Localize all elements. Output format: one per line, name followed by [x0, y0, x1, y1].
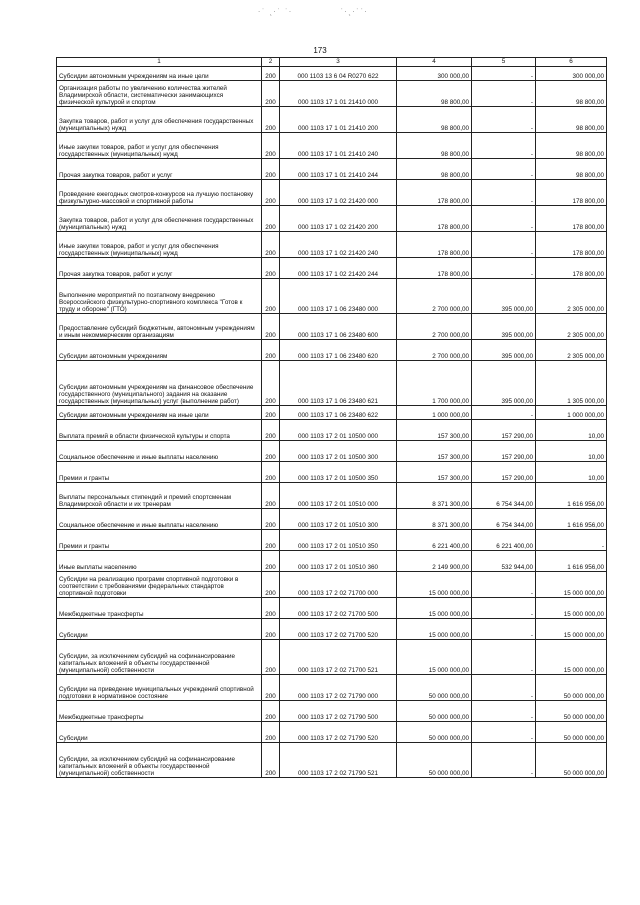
row-budget-code-cell: 000 1103 17 1 06 23480 620	[280, 340, 397, 361]
row-unexecuted-cell: 178 800,00	[536, 232, 607, 258]
row-approved-cell: 2 149 900,00	[397, 551, 472, 572]
table-row	[57, 701, 607, 722]
row-line-code-cell: 200	[262, 340, 280, 361]
row-name-cell: Субсидии на приведение муниципальных учреждений спортивной подготовки в нормативное состояние	[57, 675, 262, 701]
row-unexecuted-cell: 10,00	[536, 441, 607, 462]
row-line-code-cell: 200	[262, 361, 280, 406]
row-approved-cell: 2 700 000,00	[397, 279, 472, 314]
row-budget-code-cell: 000 1103 17 1 02 21420 240	[280, 232, 397, 258]
table-row	[57, 675, 607, 701]
row-executed-cell: -	[472, 406, 536, 420]
row-executed-cell: -	[472, 572, 536, 598]
row-unexecuted-cell: 98 800,00	[536, 107, 607, 133]
row-unexecuted-cell: 1 616 956,00	[536, 509, 607, 530]
row-line-code-cell: 200	[262, 279, 280, 314]
row-name-cell: Субсидии	[57, 722, 262, 743]
table-row	[57, 483, 607, 509]
table-row	[57, 530, 607, 551]
row-unexecuted-cell: 1 616 956,00	[536, 551, 607, 572]
row-line-code-cell: 200	[262, 81, 280, 107]
row-budget-code-cell: 000 1103 17 1 06 23480 000	[280, 279, 397, 314]
row-approved-cell: 2 700 000,00	[397, 314, 472, 340]
row-line-code-cell: 200	[262, 530, 280, 551]
table-row	[57, 722, 607, 743]
row-line-code-cell: 200	[262, 462, 280, 483]
header-row	[57, 58, 607, 67]
row-name-cell: Прочая закупка товаров, работ и услуг	[57, 159, 262, 180]
row-executed-cell: -	[472, 206, 536, 232]
header-col-5: 5	[472, 58, 536, 67]
row-approved-cell: 98 800,00	[397, 107, 472, 133]
row-budget-code-cell: 000 1103 17 2 02 71790 521	[280, 743, 397, 778]
row-executed-cell: 395 000,00	[472, 314, 536, 340]
row-unexecuted-cell: 1 000 000,00	[536, 406, 607, 420]
row-name-cell: Прочая закупка товаров, работ и услуг	[57, 258, 262, 279]
row-budget-code-cell: 000 1103 17 2 02 71700 500	[280, 598, 397, 619]
row-executed-cell: -	[472, 598, 536, 619]
row-executed-cell: 395 000,00	[472, 361, 536, 406]
row-executed-cell: -	[472, 107, 536, 133]
table-row	[57, 133, 607, 159]
row-executed-cell: -	[472, 232, 536, 258]
row-budget-code-cell: 000 1103 17 2 01 10510 360	[280, 551, 397, 572]
row-budget-code-cell: 000 1103 17 2 01 10500 000	[280, 420, 397, 441]
row-unexecuted-cell: 178 800,00	[536, 180, 607, 206]
row-unexecuted-cell: 50 000 000,00	[536, 675, 607, 701]
row-approved-cell: 157 300,00	[397, 462, 472, 483]
row-line-code-cell: 200	[262, 133, 280, 159]
row-unexecuted-cell: 2 305 000,00	[536, 279, 607, 314]
table-row	[57, 598, 607, 619]
row-executed-cell: -	[472, 619, 536, 640]
table-row	[57, 551, 607, 572]
row-unexecuted-cell: 98 800,00	[536, 159, 607, 180]
table-row	[57, 619, 607, 640]
row-unexecuted-cell: 10,00	[536, 420, 607, 441]
row-approved-cell: 2 700 000,00	[397, 340, 472, 361]
row-budget-code-cell: 000 1103 17 2 01 10510 000	[280, 483, 397, 509]
row-budget-code-cell: 000 1103 17 1 01 21410 240	[280, 133, 397, 159]
row-line-code-cell: 200	[262, 441, 280, 462]
row-budget-code-cell: 000 1103 17 1 06 23480 600	[280, 314, 397, 340]
row-unexecuted-cell: 178 800,00	[536, 206, 607, 232]
row-approved-cell: 98 800,00	[397, 81, 472, 107]
row-name-cell: Субсидии автономным учреждениям	[57, 340, 262, 361]
table-row	[57, 462, 607, 483]
row-line-code-cell: 200	[262, 722, 280, 743]
row-name-cell: Субсидии на реализацию программ спортивной подготовки в соответствии с требованиями федеральных стандартов спортивной подготовки	[57, 572, 262, 598]
row-unexecuted-cell: 98 800,00	[536, 133, 607, 159]
row-budget-code-cell: 000 1103 17 2 01 10500 350	[280, 462, 397, 483]
row-line-code-cell: 200	[262, 314, 280, 340]
row-line-code-cell: 200	[262, 206, 280, 232]
row-approved-cell: 300 000,00	[397, 67, 472, 81]
table-row	[57, 340, 607, 361]
row-approved-cell: 15 000 000,00	[397, 598, 472, 619]
row-line-code-cell: 200	[262, 159, 280, 180]
row-executed-cell: 6 221 400,00	[472, 530, 536, 551]
row-name-cell: Социальное обеспечение и иные выплаты населению	[57, 509, 262, 530]
row-line-code-cell: 200	[262, 180, 280, 206]
row-approved-cell: 1 000 000,00	[397, 406, 472, 420]
row-executed-cell: -	[472, 722, 536, 743]
row-approved-cell: 50 000 000,00	[397, 743, 472, 778]
row-unexecuted-cell: 50 000 000,00	[536, 743, 607, 778]
row-unexecuted-cell: 98 800,00	[536, 81, 607, 107]
row-line-code-cell: 200	[262, 598, 280, 619]
budget-execution-table	[56, 57, 607, 778]
row-line-code-cell: 200	[262, 572, 280, 598]
table-row	[57, 406, 607, 420]
row-budget-code-cell: 000 1103 17 1 01 21410 200	[280, 107, 397, 133]
row-unexecuted-cell: 15 000 000,00	[536, 619, 607, 640]
row-line-code-cell: 200	[262, 743, 280, 778]
row-approved-cell: 178 800,00	[397, 232, 472, 258]
row-unexecuted-cell: 50 000 000,00	[536, 701, 607, 722]
table-body	[57, 67, 607, 778]
row-budget-code-cell: 000 1103 17 1 02 21420 000	[280, 180, 397, 206]
row-name-cell: Иные выплаты населению	[57, 551, 262, 572]
row-name-cell: Субсидии автономным учреждениям на иные цели	[57, 67, 262, 81]
row-approved-cell: 6 221 400,00	[397, 530, 472, 551]
row-name-cell: Премии и гранты	[57, 462, 262, 483]
row-name-cell: Субсидии, за исключением субсидий на софинансирование капитальных вложений в объекты государственной (муниципальной) собственности	[57, 743, 262, 778]
row-line-code-cell: 200	[262, 619, 280, 640]
table-row	[57, 67, 607, 81]
row-approved-cell: 8 371 300,00	[397, 509, 472, 530]
row-executed-cell: 6 754 344,00	[472, 509, 536, 530]
row-executed-cell: 532 944,00	[472, 551, 536, 572]
table-row	[57, 279, 607, 314]
row-approved-cell: 178 800,00	[397, 180, 472, 206]
header-col-2: 2	[262, 58, 280, 67]
row-executed-cell: -	[472, 180, 536, 206]
row-name-cell: Премии и гранты	[57, 530, 262, 551]
table-row	[57, 232, 607, 258]
row-name-cell: Выплата премий в области физической культуры и спорта	[57, 420, 262, 441]
scan-artifact-mark-right: ˙·˛·˙˙·	[340, 8, 368, 16]
row-budget-code-cell: 000 1103 17 2 01 10500 300	[280, 441, 397, 462]
row-approved-cell: 1 700 000,00	[397, 361, 472, 406]
row-line-code-cell: 200	[262, 483, 280, 509]
table-row	[57, 206, 607, 232]
row-unexecuted-cell: -	[536, 530, 607, 551]
row-budget-code-cell: 000 1103 17 2 02 71790 500	[280, 701, 397, 722]
table-row	[57, 572, 607, 598]
row-line-code-cell: 200	[262, 258, 280, 279]
row-executed-cell: -	[472, 675, 536, 701]
table-row	[57, 314, 607, 340]
row-executed-cell: -	[472, 67, 536, 81]
row-approved-cell: 50 000 000,00	[397, 701, 472, 722]
row-line-code-cell: 200	[262, 640, 280, 675]
row-executed-cell: 395 000,00	[472, 279, 536, 314]
row-unexecuted-cell: 15 000 000,00	[536, 598, 607, 619]
row-executed-cell: -	[472, 701, 536, 722]
row-executed-cell: 157 290,00	[472, 420, 536, 441]
row-line-code-cell: 200	[262, 406, 280, 420]
row-executed-cell: -	[472, 133, 536, 159]
row-budget-code-cell: 000 1103 17 2 02 71700 520	[280, 619, 397, 640]
row-budget-code-cell: 000 1103 17 2 01 10510 300	[280, 509, 397, 530]
row-approved-cell: 178 800,00	[397, 206, 472, 232]
row-line-code-cell: 200	[262, 509, 280, 530]
row-unexecuted-cell: 1 305 000,00	[536, 361, 607, 406]
row-approved-cell: 15 000 000,00	[397, 619, 472, 640]
table-row	[57, 159, 607, 180]
row-executed-cell: -	[472, 159, 536, 180]
table-row	[57, 509, 607, 530]
row-executed-cell: -	[472, 640, 536, 675]
row-line-code-cell: 200	[262, 420, 280, 441]
row-name-cell: Иные закупки товаров, работ и услуг для обеспечения государственных (муниципальных) нужд	[57, 232, 262, 258]
row-unexecuted-cell: 2 305 000,00	[536, 340, 607, 361]
row-line-code-cell: 200	[262, 67, 280, 81]
row-budget-code-cell: 000 1103 17 1 01 21410 244	[280, 159, 397, 180]
header-col-1: 1	[57, 58, 262, 67]
row-line-code-cell: 200	[262, 232, 280, 258]
table-row	[57, 180, 607, 206]
row-budget-code-cell: 000 1103 17 2 01 10510 350	[280, 530, 397, 551]
row-approved-cell: 178 800,00	[397, 258, 472, 279]
row-unexecuted-cell: 1 616 956,00	[536, 483, 607, 509]
row-name-cell: Предоставление субсидий бюджетным, автономным учреждениям и иным некоммерческим организациям	[57, 314, 262, 340]
row-name-cell: Социальное обеспечение и иные выплаты населению	[57, 441, 262, 462]
row-unexecuted-cell: 15 000 000,00	[536, 640, 607, 675]
row-name-cell: Закупка товаров, работ и услуг для обеспечения государственных (муниципальных) нужд	[57, 107, 262, 133]
row-unexecuted-cell: 15 000 000,00	[536, 572, 607, 598]
scan-artifact-mark: ·˙ ˛·˙ ˙·	[258, 8, 293, 16]
row-executed-cell: -	[472, 81, 536, 107]
page-number: 173	[313, 46, 327, 55]
table-row	[57, 107, 607, 133]
row-budget-code-cell: 000 1103 17 2 02 71700 000	[280, 572, 397, 598]
row-name-cell: Субсидии автономным учреждениям на финансовое обеспечение государственного (муниципального) задания на оказание государственных (муниципальных) услуг (выполнение работ)	[57, 361, 262, 406]
row-name-cell: Иные закупки товаров, работ и услуг для обеспечения государственных (муниципальных) нужд	[57, 133, 262, 159]
row-approved-cell: 98 800,00	[397, 159, 472, 180]
header-col-6: 6	[536, 58, 607, 67]
row-approved-cell: 50 000 000,00	[397, 722, 472, 743]
row-approved-cell: 15 000 000,00	[397, 572, 472, 598]
row-line-code-cell: 200	[262, 107, 280, 133]
table-row	[57, 420, 607, 441]
row-unexecuted-cell: 10,00	[536, 462, 607, 483]
row-name-cell: Закупка товаров, работ и услуг для обеспечения государственных (муниципальных) нужд	[57, 206, 262, 232]
row-budget-code-cell: 000 1103 17 1 02 21420 244	[280, 258, 397, 279]
table-row	[57, 258, 607, 279]
row-executed-cell: 157 290,00	[472, 441, 536, 462]
row-executed-cell: 395 000,00	[472, 340, 536, 361]
table-row	[57, 361, 607, 406]
row-approved-cell: 8 371 300,00	[397, 483, 472, 509]
row-approved-cell: 157 300,00	[397, 441, 472, 462]
row-name-cell: Субсидии, за исключением субсидий на софинансирование капитальных вложений в объекты государственной (муниципальной) собственности	[57, 640, 262, 675]
row-budget-code-cell: 000 1103 17 1 06 23480 621	[280, 361, 397, 406]
header-col-4: 4	[397, 58, 472, 67]
row-executed-cell: -	[472, 743, 536, 778]
table-row	[57, 743, 607, 778]
row-budget-code-cell: 000 1103 17 2 02 71790 000	[280, 675, 397, 701]
row-executed-cell: 6 754 344,00	[472, 483, 536, 509]
row-budget-code-cell: 000 1103 17 2 02 71700 521	[280, 640, 397, 675]
row-approved-cell: 15 000 000,00	[397, 640, 472, 675]
row-name-cell: Проведение ежегодных смотров-конкурсов на лучшую постановку физкультурно-массовой и спортивной работы	[57, 180, 262, 206]
row-name-cell: Межбюджетные трансферты	[57, 598, 262, 619]
row-approved-cell: 157 300,00	[397, 420, 472, 441]
row-name-cell: Субсидии	[57, 619, 262, 640]
row-name-cell: Субсидии автономным учреждениям на иные цели	[57, 406, 262, 420]
row-line-code-cell: 200	[262, 675, 280, 701]
row-name-cell: Межбюджетные трансферты	[57, 701, 262, 722]
table-row	[57, 81, 607, 107]
row-unexecuted-cell: 2 305 000,00	[536, 314, 607, 340]
row-line-code-cell: 200	[262, 701, 280, 722]
row-name-cell: Выплаты персональных стипендий и премий спортсменам Владимирской области и их тренерам	[57, 483, 262, 509]
row-budget-code-cell: 000 1103 17 2 02 71790 520	[280, 722, 397, 743]
header-col-3: 3	[280, 58, 397, 67]
row-executed-cell: 157 290,00	[472, 462, 536, 483]
row-approved-cell: 98 800,00	[397, 133, 472, 159]
row-unexecuted-cell: 300 000,00	[536, 67, 607, 81]
row-name-cell: Организация работы по увеличению количества жителей Владимирской области, систематически занимающихся физической культурой и спортом	[57, 81, 262, 107]
row-name-cell: Выполнение мероприятий по поэтапному внедрению Всероссийского физкультурно-спортивного комплекса "Готов к труду и обороне" (ГТО)	[57, 279, 262, 314]
row-budget-code-cell: 000 1103 17 1 02 21420 200	[280, 206, 397, 232]
row-line-code-cell: 200	[262, 551, 280, 572]
row-approved-cell: 50 000 000,00	[397, 675, 472, 701]
row-unexecuted-cell: 50 000 000,00	[536, 722, 607, 743]
row-unexecuted-cell: 178 800,00	[536, 258, 607, 279]
row-executed-cell: -	[472, 258, 536, 279]
table-row	[57, 441, 607, 462]
row-budget-code-cell: 000 1103 13 6 04 R0270 622	[280, 67, 397, 81]
row-budget-code-cell: 000 1103 17 1 06 23480 622	[280, 406, 397, 420]
table-row	[57, 640, 607, 675]
row-budget-code-cell: 000 1103 17 1 01 21410 000	[280, 81, 397, 107]
